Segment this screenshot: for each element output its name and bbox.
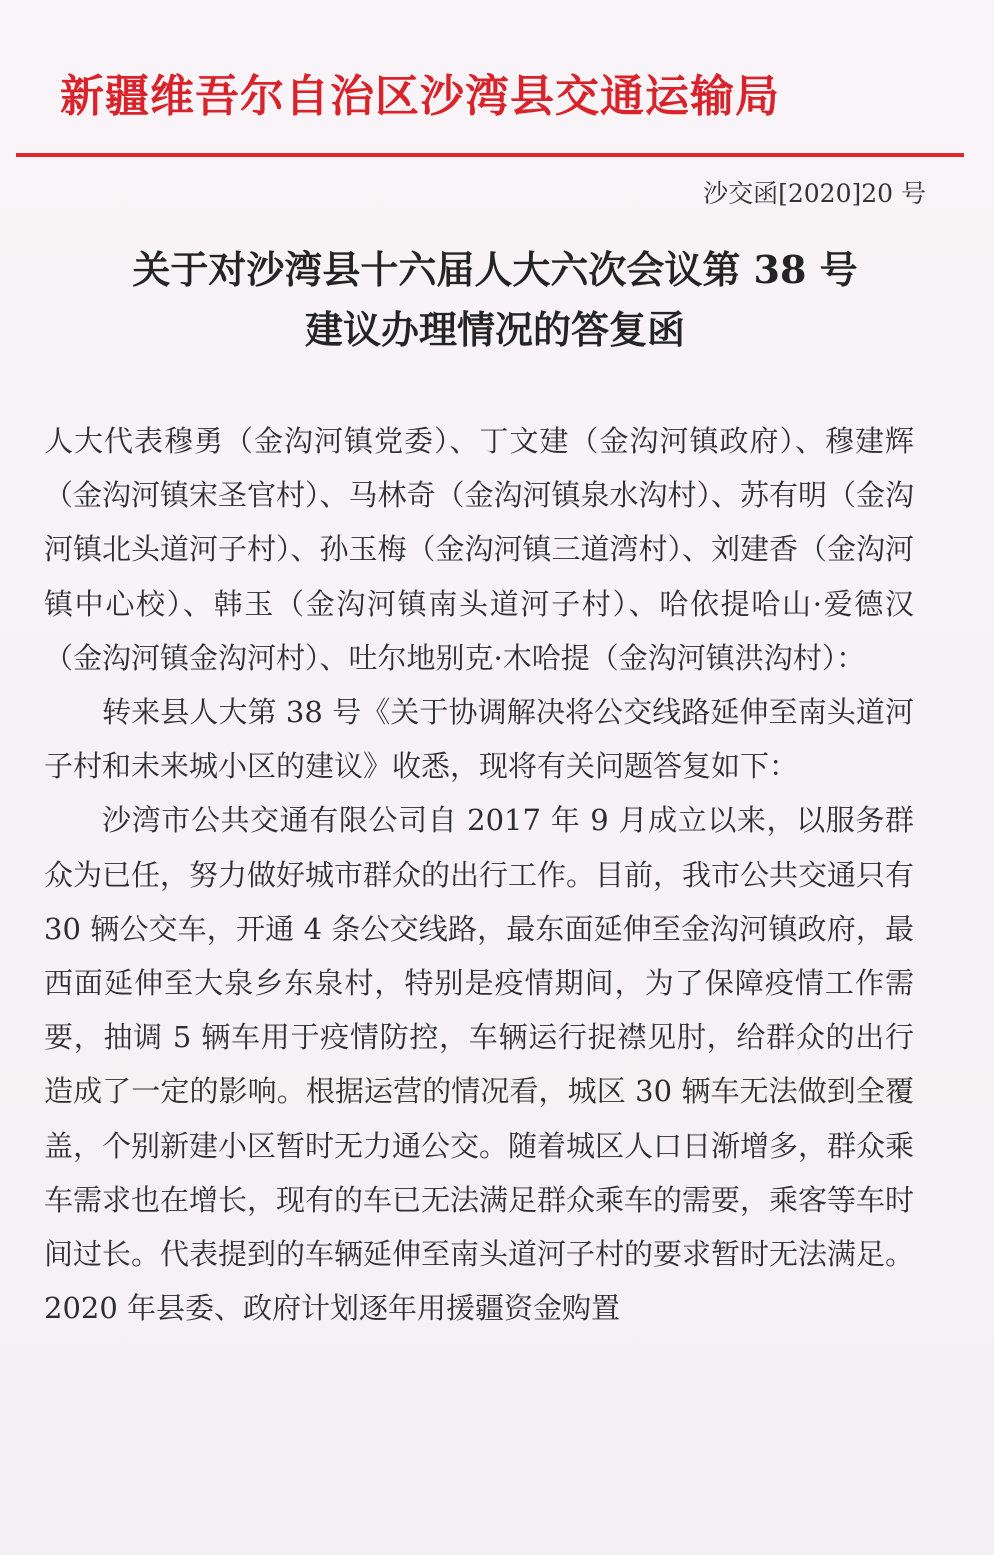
paragraph-1: 转来县人大第 38 号《关于协调解决将公交线路延伸至南头道河子村和未来城小区的建议》收悉，现将有关问题答复如下： bbox=[44, 695, 914, 784]
document-title bbox=[60, 240, 930, 360]
red-divider-line bbox=[16, 153, 964, 157]
paragraph-2: 沙湾市公共交通有限公司自 2017 年 9 月成立以来，以服务群众为已任，努力做好城市群众的出行工作。目前，我市公共交通只有 30 辆公交车，开通 4 条公交线路，最东面延伸至金沟河镇政府，最西面延伸至大泉乡东泉村，特别是疫情期间，为了保障疫情工作需要，抽调 5 辆车用于疫情防控，车辆运行捉襟见肘，给群众的出行造成了一定的影响。根据运营的情况看，城区 30 辆车无法做到全覆盖，个别新建小区暂时无力通公交。随着城区人口日渐增多，群众乘车需求也在增长，现有的车已无法满足群众乘车的需要，乘客等车时间过长。代表提到的车辆延伸至南头道河子村的要求暂时无法满足。2020 年县委、政府计划逐年用援疆资金购置 bbox=[44, 803, 915, 1326]
salutation: 人大代表穆勇（金沟河镇党委）、丁文建（金沟河镇政府）、穆建辉（金沟河镇宋圣官村）、马林奇（金沟河镇泉水沟村）、苏有明（金沟河镇北头道河子村）、孙玉梅（金沟河镇三道湾村）、刘建香（金沟河镇中心校）、韩玉（金沟河镇南头道河子村）、哈依提哈山·爱德汉（金沟河镇金沟河村）、吐尔地别克·木哈提（金沟河镇洪沟村）： bbox=[44, 424, 915, 675]
title-line-2: 建议办理情况的答复函 bbox=[304, 307, 685, 352]
issuer-letterhead: 新疆维吾尔自治区沙湾县交通运输局 bbox=[60, 71, 780, 122]
title-line-1: 关于对沙湾县十六届人大六次会议第 38 号 bbox=[132, 247, 858, 292]
document-number: 沙交函[2020]20 号 bbox=[703, 179, 926, 208]
document-body bbox=[44, 414, 914, 1335]
